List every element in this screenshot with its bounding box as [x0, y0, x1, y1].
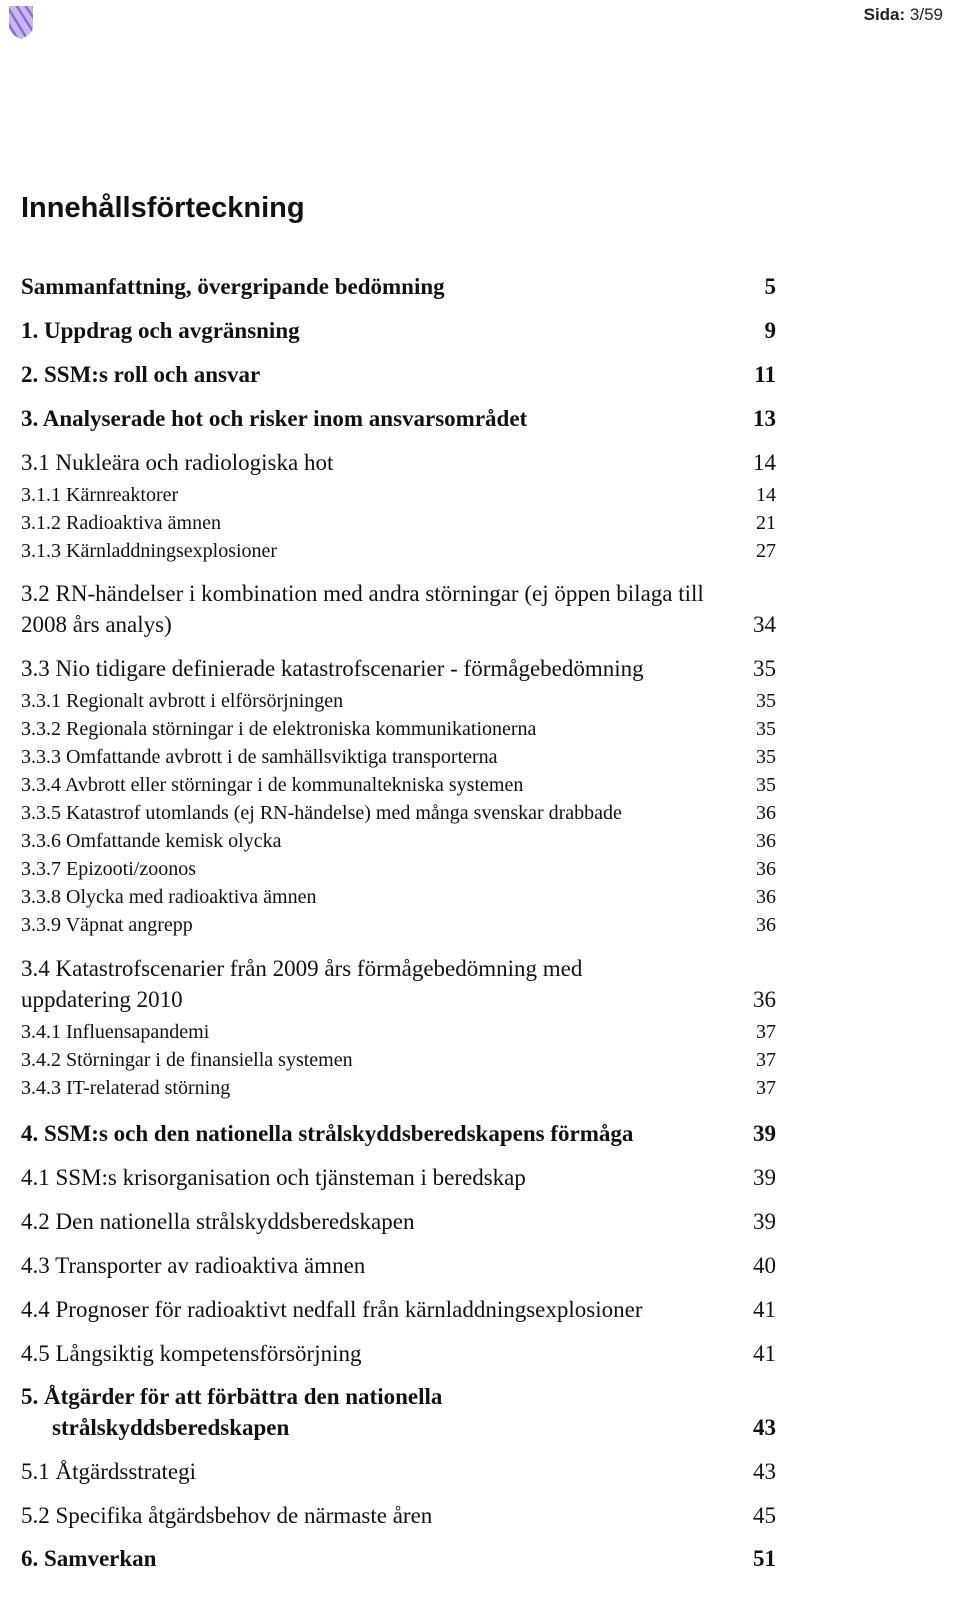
toc-entry[interactable]: [21, 803, 776, 823]
ssm-logo-icon: [7, 4, 35, 40]
page-number: [864, 5, 943, 25]
toc-entry[interactable]: [21, 1050, 776, 1070]
toc-entry-page: 35: [753, 656, 776, 681]
toc-entry-text: 3.4 Katastrofscenarier från 2009 års förmågebedömning med uppdatering 2010: [21, 956, 583, 1012]
page-number-value: 3/59: [909, 5, 943, 24]
toc-entry-page: 43: [753, 1415, 776, 1440]
toc-entry-text: 5.2 Specifika åtgärdsbehov de närmaste åren: [21, 1503, 433, 1528]
toc-entry[interactable]: [21, 887, 776, 907]
toc-entry-page: 35: [756, 690, 776, 712]
toc-entry[interactable]: [21, 363, 776, 386]
toc-entry-text: 3.3.5 Katastrof utomlands (ej RN-händelse) med många svenskar drabbade: [21, 802, 622, 824]
toc-entry-text: 5.1 Åtgärdsstrategi: [21, 1459, 197, 1484]
toc-entry[interactable]: [21, 1460, 776, 1483]
toc-entry-text: 3. Analyserade hot och risker inom ansvarsområdet: [21, 406, 528, 431]
toc-entry-page: 51: [753, 1546, 776, 1571]
toc-entry[interactable]: [21, 1210, 776, 1233]
toc-entry-page: 13: [753, 406, 776, 431]
toc-entry-page: 39: [753, 1165, 776, 1190]
toc-entry-text: 4.5 Långsiktig kompetensförsörjning: [21, 1341, 362, 1366]
toc-entry[interactable]: [21, 578, 776, 640]
toc-entry-text: 3.4.2 Störningar i de finansiella systemen: [21, 1049, 353, 1071]
toc-entry[interactable]: [21, 1122, 776, 1145]
toc-entry-text: 1. Uppdrag och avgränsning: [21, 318, 300, 343]
toc-entry-page: 39: [753, 1121, 776, 1146]
toc-entry-text: 3.3.7 Epizooti/zoonos: [21, 858, 196, 880]
toc-entry-text: 3.2 RN-händelser i kombination med andra störningar (ej öppen bilaga till 2008 års analys): [21, 581, 704, 637]
toc-entry-text: 3.3.6 Omfattande kemisk olycka: [21, 830, 282, 852]
toc-entry[interactable]: [21, 319, 776, 342]
toc-entry-text: 6. Samverkan: [21, 1546, 157, 1571]
toc-entry-page: 37: [756, 1021, 776, 1043]
toc-entry[interactable]: [21, 451, 776, 474]
toc-entry-page: 37: [756, 1049, 776, 1071]
toc-entry-text: 3.3.1 Regionalt avbrott i elförsörjningen: [21, 690, 344, 712]
toc-entry[interactable]: [21, 747, 776, 767]
toc-entry-text: strålskyddsberedskapen: [52, 1415, 290, 1440]
toc-entry[interactable]: [21, 407, 776, 430]
toc-entry-page: 21: [756, 512, 776, 534]
toc-entry-continuation: [21, 1416, 776, 1439]
toc-entry-page: 11: [754, 362, 776, 387]
toc-entry-page: 35: [756, 718, 776, 740]
toc-entry[interactable]: [21, 485, 776, 505]
toc-entry-page: 9: [764, 318, 776, 343]
toc-entry-page: 41: [753, 1297, 776, 1322]
toc-entry-page: 36: [756, 802, 776, 824]
toc-entry-page: 43: [753, 1459, 776, 1484]
toc-entry-text: 4. SSM:s och den nationella strålskyddsberedskapens förmåga: [21, 1121, 634, 1146]
toc-entry-page: 27: [756, 540, 776, 562]
toc-entry-page: 37: [756, 1077, 776, 1099]
toc-entry-page: 36: [756, 858, 776, 880]
toc-entry-text: 3.1.1 Kärnreaktorer: [21, 484, 179, 506]
toc-entry-text: 3.3 Nio tidigare definierade katastrofscenarier - förmågebedömning: [21, 656, 644, 681]
toc-entry-page: 36: [753, 987, 776, 1012]
toc-entry[interactable]: [21, 1547, 776, 1570]
toc-entry[interactable]: [21, 775, 776, 795]
toc-entry-page: 41: [753, 1341, 776, 1366]
toc-entry-text: 3.1.2 Radioaktiva ämnen: [21, 512, 221, 534]
toc-entry-text: 3.3.2 Regionala störningar i de elektroniska kommunikationerna: [21, 718, 537, 740]
toc-entry-page: 14: [756, 484, 776, 506]
toc-entry-page: 45: [753, 1503, 776, 1528]
toc-entry[interactable]: [21, 859, 776, 879]
toc-entry-text: 3.3.3 Omfattande avbrott i de samhällsviktiga transporterna: [21, 746, 498, 768]
toc-entry-page: 40: [753, 1253, 776, 1278]
toc-entry-text: 3.3.4 Avbrott eller störningar i de kommunaltekniska systemen: [21, 774, 524, 796]
toc-entry-text: 2. SSM:s roll och ansvar: [21, 362, 261, 387]
toc-entry[interactable]: [21, 953, 776, 1015]
toc-entry-text: 3.4.1 Influensapandemi: [21, 1021, 210, 1043]
toc-entry-page: 35: [756, 746, 776, 768]
toc-entry-page: 34: [753, 612, 776, 637]
toc-entry[interactable]: [21, 831, 776, 851]
toc-entry-page: 36: [756, 830, 776, 852]
toc-entry[interactable]: [21, 1254, 776, 1277]
toc-entry-text: 3.1 Nukleära och radiologiska hot: [21, 450, 334, 475]
toc-entry[interactable]: [21, 657, 776, 680]
toc-entry-text: 3.3.9 Väpnat angrepp: [21, 914, 193, 936]
toc-entry[interactable]: [21, 1166, 776, 1189]
toc-entry-text: 4.3 Transporter av radioaktiva ämnen: [21, 1253, 366, 1278]
toc-entry-page: 5: [764, 274, 776, 299]
toc-entry-page: 14: [753, 450, 776, 475]
toc-entry[interactable]: [21, 915, 776, 935]
toc-entry[interactable]: [21, 1022, 776, 1042]
toc-entry-text: 4.1 SSM:s krisorganisation och tjänsteman i beredskap: [21, 1165, 526, 1190]
toc-entry-text: 4.4 Prognoser för radioaktivt nedfall från kärnladdningsexplosioner: [21, 1297, 643, 1322]
toc-entry-page: 36: [756, 914, 776, 936]
toc-entry-text: Sammanfattning, övergripande bedömning: [21, 274, 445, 299]
toc-entry[interactable]: [21, 1078, 776, 1098]
toc-entry-text: 3.3.8 Olycka med radioaktiva ämnen: [21, 886, 317, 908]
toc-entry-text: 3.1.3 Kärnladdningsexplosioner: [21, 540, 278, 562]
toc-entry[interactable]: [21, 541, 776, 561]
toc-entry-text: 4.2 Den nationella strålskyddsberedskapen: [21, 1209, 415, 1234]
toc-entry[interactable]: [21, 1298, 776, 1321]
toc-entry-page: 36: [756, 886, 776, 908]
page-number-label: Sida:: [863, 5, 906, 24]
toc-entry-page: 35: [756, 774, 776, 796]
toc-title: Innehållsförteckning: [21, 192, 305, 224]
toc-entry[interactable]: [21, 513, 776, 533]
toc-entry[interactable]: [21, 1342, 776, 1365]
toc-entry[interactable]: [21, 691, 776, 711]
toc-entry-text: 3.4.3 IT-relaterad störning: [21, 1077, 231, 1099]
toc-entry-page: 39: [753, 1209, 776, 1234]
toc-entry-text: 5. Åtgärder för att förbättra den nationella: [21, 1384, 443, 1409]
toc-entry[interactable]: [21, 1504, 776, 1527]
toc-entry[interactable]: [21, 275, 776, 298]
toc-entry[interactable]: [21, 719, 776, 739]
